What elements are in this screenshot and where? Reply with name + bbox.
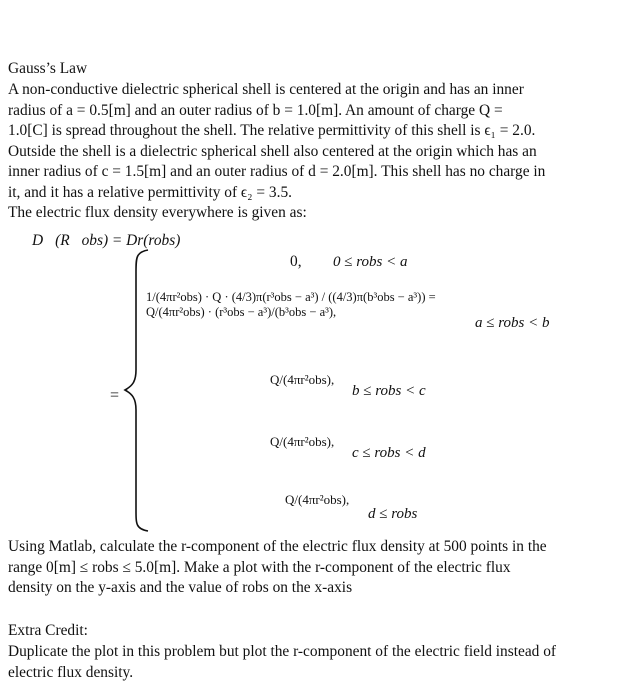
case-1-condition: 0 ≤ robs < a xyxy=(333,254,408,270)
extra-credit-text xyxy=(8,642,613,683)
extra-credit-line-2: electric flux density. xyxy=(8,663,134,681)
case-3-expression: Q/(4πr²obs), xyxy=(270,372,335,387)
intro-line-7: The electric flux density everywhere is given as: xyxy=(8,204,307,221)
intro-line-3: 1.0[C] is spread throughout the shell. The relative permittivity of this shell is ϵ₁ = 2.0. xyxy=(8,122,536,139)
case-4-expression: Q/(4πr²obs), xyxy=(270,434,335,449)
task-line-2: range 0[m] ≤ robs ≤ 5.0[m]. Make a plot with the r-component of the electric flux xyxy=(8,558,511,576)
section-title: Gauss’s Law xyxy=(8,60,88,77)
intro-line-4: Outside the shell is a dielectric spherical shell also centered at the origin which has an xyxy=(8,142,537,160)
case-3-condition: b ≤ robs < c xyxy=(352,383,426,399)
intro-line-6: it, and it has a relative permittivity of ϵ₂ = 3.5. xyxy=(8,183,292,201)
intro-line-2: radius of a = 0.5[m] and an outer radius of b = 1.0[m]. An amount of charge Q = xyxy=(8,101,503,119)
case-2-condition: a ≤ robs < b xyxy=(475,315,550,331)
extra-credit-heading: Extra Credit: xyxy=(8,622,88,639)
intro-line-1: A non-conductive dielectric spherical shell is centered at the origin and has an inner xyxy=(8,81,524,98)
case-5-expression: Q/(4πr²obs), xyxy=(285,492,350,507)
task-line-1: Using Matlab, calculate the r-component of the electric flux density at 500 points in the xyxy=(8,538,547,555)
problem-statement xyxy=(8,80,613,224)
case-2-expression: 1/(4πr²obs) · Q · (4/3)π(r³obs − a³) / ((4/3)π(b³obs − a³)) = Q/(4πr²obs) · (r³obs − a³)/(b³obs − a³), xyxy=(146,290,436,319)
equals-sign: = xyxy=(110,387,120,404)
task-line-3: density on the y-axis and the value of robs on the x-axis xyxy=(8,579,353,596)
flux-density-lhs: D⃗(R⃗obs) = Dr(robs) xyxy=(32,232,181,249)
extra-credit-line-1: Duplicate the plot in this problem but plot the r-component of the electric field instead of xyxy=(8,643,557,660)
task-instructions xyxy=(8,537,613,599)
intro-line-5: inner radius of c = 1.5[m] and an outer radius of d = 2.0[m]. This shell has no charge in xyxy=(8,163,546,180)
case-1-expression: 0, xyxy=(290,253,302,270)
case-5-condition: d ≤ robs xyxy=(368,506,418,522)
case-4-condition: c ≤ robs < d xyxy=(352,445,426,461)
